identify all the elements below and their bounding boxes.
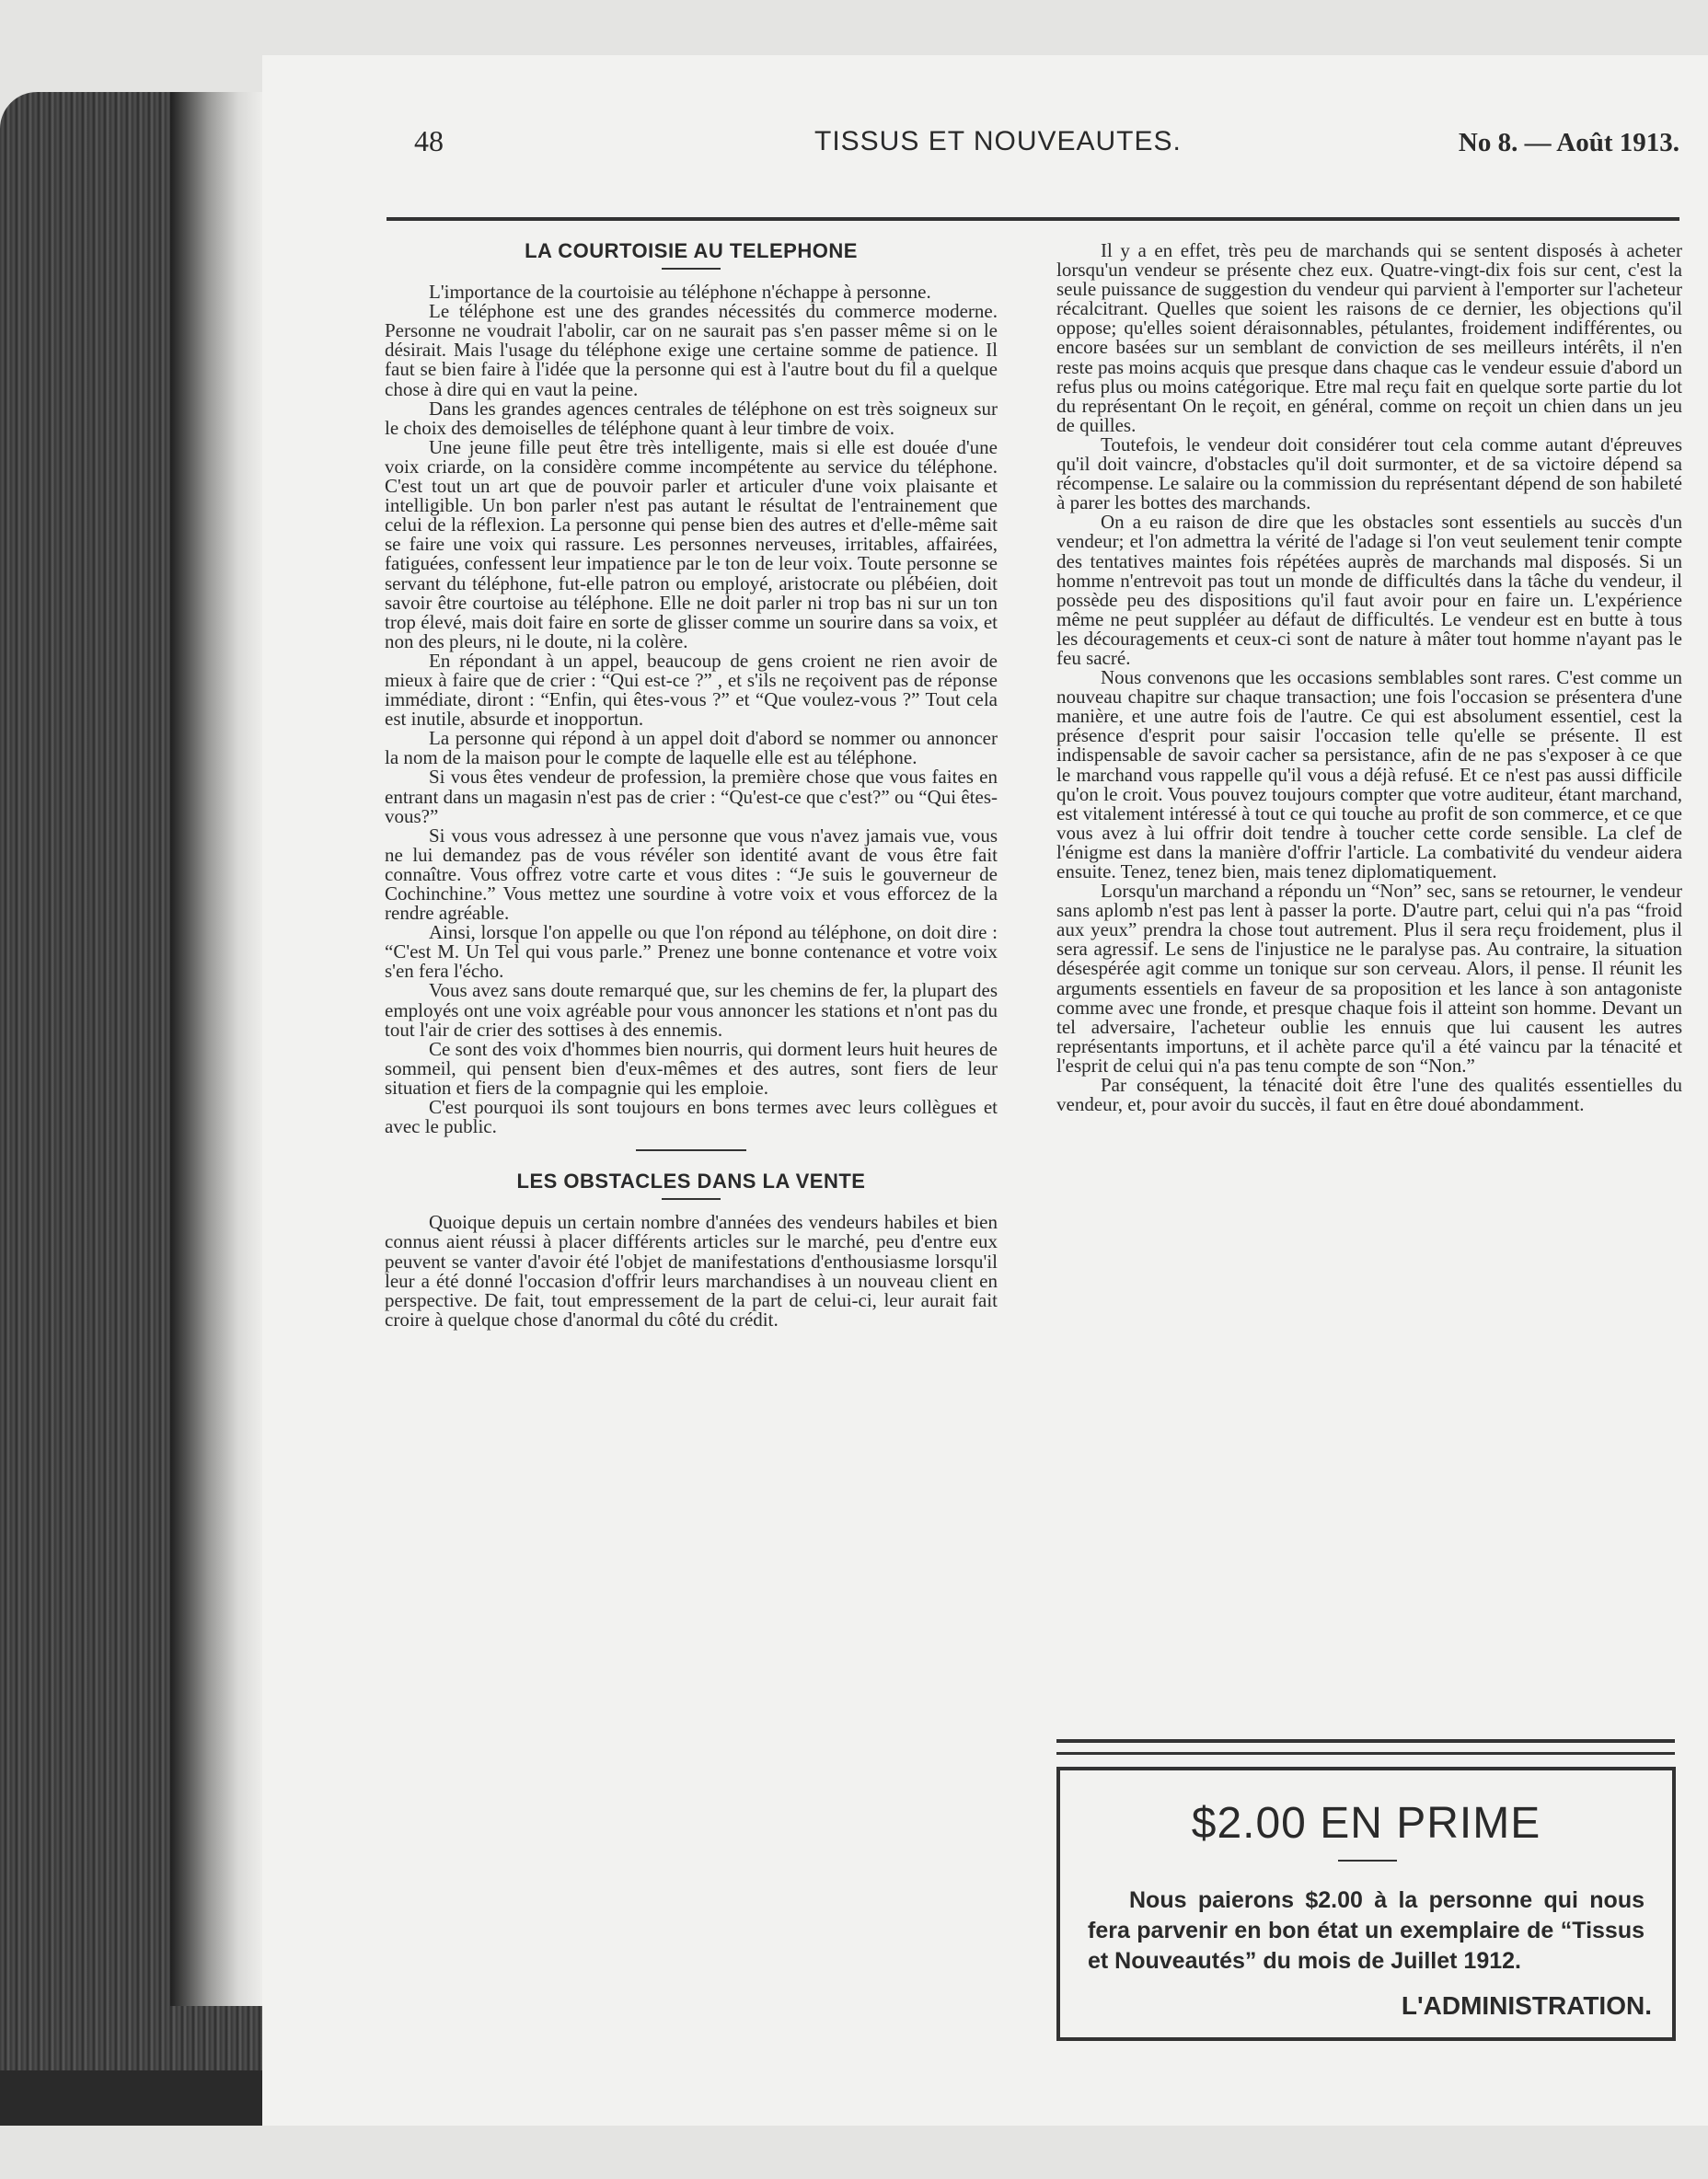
article1-title: LA COURTOISIE AU TELEPHONE xyxy=(525,239,858,262)
paragraph: Nous convenons que les occasions semblables sont rares. C'est comme un nouveau chapitre sur chaque transaction; une fois l'occasion se présentera d'une manière, et une autre fois de l'autre. Ce qui est absolument essentiel, cest la présence d'esprit pour saisir l'occasion telle qu'elle se présente. Il est indispensable de savoir cacher sa persistance, afin de ne pas s'exposer à ce que le marchand vous rappelle qu'il vous a déjà refusé. Et ce n'est pas aussi difficile qu'on le croit. Vous pouvez toujours compter que votre auditeur, étant marchand, est vitalement intéressé à tout ce qui touche au profit de son commerce, et ce que vous avez à lui offrir doit tendre à toucher cette corde sensible. La clef de l'énigme est dans la manière d'offrir l'article. La combativité du vendeur aidera ensuite. Tenez, tenez bien, mais tenez diplomatiquement. xyxy=(1056,666,1682,882)
book-spine-shadow xyxy=(170,92,267,2006)
header-rule xyxy=(387,217,1679,221)
notice-text xyxy=(1088,1885,1645,1977)
book-bottom-edge xyxy=(0,2070,276,2126)
paragraph: C'est pourquoi ils sont toujours en bons termes avec leurs collègues et avec le public. xyxy=(385,1096,998,1138)
prime-notice-box xyxy=(1056,1767,1676,2041)
paragraph: Ainsi, lorsque l'on appelle ou que l'on répond au téléphone, on doit dire : “C'est M. Un Tel qui vous parle.” Prenez une bonne contenance et votre voix s'en fera l'écho. xyxy=(385,921,998,983)
article2-body-left xyxy=(385,1213,998,1330)
notice-title: $2.00 EN PRIME xyxy=(1191,1799,1541,1848)
notice-signature: L'ADMINISTRATION. xyxy=(1401,1991,1652,2020)
left-column xyxy=(385,241,998,1330)
paragraph: La personne qui répond à un appel doit d'abord se nommer ou annoncer la nom de la maison pour le compte de laquelle elle est au téléphone. xyxy=(385,727,998,769)
paragraph: Dans les grandes agences centrales de téléphone on est très soigneux sur le choix des demoiselles de téléphone quant à leur timbre de voix. xyxy=(385,397,998,439)
right-column xyxy=(1056,241,1682,1114)
notice-rule xyxy=(1338,1860,1397,1862)
paragraph: Par conséquent, la ténacité doit être l'une des qualités essentielles du vendeur, et, pour avoir du succès, il faut en être doué abondamment. xyxy=(1056,1074,1682,1116)
magazine-title: TISSUS ET NOUVEAUTES. xyxy=(814,126,1182,156)
article2-body-right xyxy=(1056,241,1682,1114)
paragraph: Quoique depuis un certain nombre d'années des vendeurs habiles et bien connus aient réussi à placer différents articles sur le marché, peu d'entre eux peuvent se vanter d'avoir été l'objet de manifestations d'enthousiasme lorsqu'il leur a été donné l'occasion d'offrir leurs marchandises à un nouveau client en perspective. De fait, tout empressement de la part de celui-ci, leur aurait fait croire à quelque chose d'anormal du côté du crédit. xyxy=(385,1211,998,1331)
article1-body xyxy=(385,282,998,1136)
page-number: 48 xyxy=(414,124,444,157)
paragraph: Toutefois, le vendeur doit considérer tout cela comme autant d'épreuves qu'il doit vaincre, d'obstacles qu'il doit surmonter, et de sa victoire dépend sa récompense. Le salaire ou la commission du représentant dépend de son habileté à parer les bottes des marchands. xyxy=(1056,432,1682,514)
issue-label: No 8. — Août 1913. xyxy=(1458,128,1679,157)
paragraph: Une jeune fille peut être très intelligente, mais si elle est douée d'une voix criarde, on la considère comme incompétente au service du téléphone. C'est tout un art que de pouvoir parler et articuler d'une voix plaisante et intelligible. Un bon parler n'est pas autant le résultat de l'entrainement que celui de la réflexion. La personne qui pense bien des autres et d'elle-même sait se faire une voix qui rassure. Les personnes nerveuses, irritables, affairées, fatiguées, confessent leur impatience par le ton de leur voix. Toute personne se servant du téléphone, fut-elle patron ou employé, aristocrate ou plébéien, doit savoir être courtoise au téléphone. Elle ne doit parler ni trop bas ni sur un ton trop élevé, mais doit faire en sorte de glisser comme un sourire dans sa voix, et non des pleurs, ni le doute, ni la colère. xyxy=(385,435,998,652)
paragraph: Lorsqu'un marchand a répondu un “Non” sec, sans se retourner, le vendeur sans aplomb n'est pas lent à passer la porte. D'autre part, celui qui n'a pas “froid aux yeux” prendra la chose tout autrement. Plus il sera reçu froidement, plus il sera agressif. Le sens de l'injustice ne le paralyse pas. Au contraire, la situation désespérée agit comme un tonique sur son cerveau. Alors, il pense. Il réunit les arguments essentiels en faveur de sa proposition et les lance à son antagoniste comme avec une fronde, et presque chaque fois il atteint son homme. Devant un tel adversaire, l'acheteur oublie les ennuis que lui causent les autres représentants importuns, et il achète parce qu'il a été vaincu par la ténacité et l'esprit de celui qui n'a pas tenu compte de son “Non.” xyxy=(1056,880,1682,1077)
article-separator xyxy=(636,1149,746,1151)
paragraph: Ce sont des voix d'hommes bien nourris, qui dorment leurs huit heures de sommeil, qui pensent bien d'eux-mêmes et des autres, sont fiers de leur situation et fiers de la compagnie qui les emploie. xyxy=(385,1037,998,1099)
paragraph: L'importance de la courtoisie au téléphone n'échappe à personne. xyxy=(429,281,931,304)
paragraph: En répondant à un appel, beaucoup de gens croient ne rien avoir de mieux à faire que de crier : “Qui est-ce ?” , et s'ils ne reçoivent pas de réponse immédiate, diront : “Enfin, qui êtes-vous ?” et “Que voulez-vous ?” Tout cela est inutile, absurde et inopportun. xyxy=(385,649,998,731)
paragraph: Si vous êtes vendeur de profession, la première chose que vous faites en entrant dans un magasin n'est pas de crier : “Qu'est-ce que c'est?” ou “Qui êtes-vous?” xyxy=(385,766,998,827)
page-header xyxy=(382,124,1679,170)
notice-text-content: Nous paierons $2.00 à la personne qui nous fera parvenir en bon état un exemplaire de “Tissus et Nouveautés” du mois de Juillet 1912. xyxy=(1088,1887,1645,1974)
title-rule xyxy=(662,268,721,270)
title-rule xyxy=(662,1198,721,1200)
paragraph: Le téléphone est une des grandes nécessités du commerce moderne. Personne ne voudrait l'abolir, car on ne saurait pas s'en passer même si on le désirait. Mais l'usage du téléphone exige une certaine somme de patience. Il faut se bien faire à l'idée que la personne qui est à l'autre bout du fil a quelque chose à dire qui en vaut la peine. xyxy=(385,300,998,400)
paragraph: Vous avez sans doute remarqué que, sur les chemins de fer, la plupart des employés ont une voix agréable pour vous annoncer les stations et n'ont pas du tout l'air de crier des sottises à des ennemis. xyxy=(385,979,998,1041)
paragraph: Il y a en effet, très peu de marchands qui se sentent disposés à acheter lorsqu'un vendeur se présente chez eux. Quatre-vingt-dix fois sur cent, c'est la seule puissance de suggestion du vendeur qui parvient à l'emporter sur l'acheteur récalcitrant. Quelles que soient les raisons de ce dernier, les objections qu'il oppose; qu'elles soient déraisonnables, pétulantes, froidement indifférentes, ou encore basées sur un semblant de conviction de ses meilleurs intérêts, il n'en reste pas moins acquis que presque dans chaque cas le vendeur essuie d'abord un refus plus ou moins catégorique. Etre mal reçu fait en quelque sorte partie du lot du représentant On le reçoit, en général, comme on reçoit un chien dans un jeu de quilles. xyxy=(1056,239,1682,436)
paragraph: On a eu raison de dire que les obstacles sont essentiels au succès d'un vendeur; et l'on admettra la vérité de l'adage si l'on veut seulement tenir compte des tentatives maintes fois répétées auprès de marchands mal disposés. Si un homme n'entrevoit pas tout un monde de difficultés dans la tâche du vendeur, il possède peu des dispositions qu'il faut avoir pour en faire un. L'expérience même ne peut suppléer au défaut de difficultés. Le vendeur est en butte à tous les découragements et ceux-ci sont de nature à mâter tout homme n'ayant pas le feu sacré. xyxy=(1056,511,1682,669)
paragraph: Si vous vous adressez à une personne que vous n'avez jamais vue, vous ne lui demandez pas de vous révéler son identité avant de vous être fait connaître. Vous offrez votre carte et vous dites : “Je suis le gouverneur de Cochinchine.” Vous mettez une sourdine à votre voix et vous efforcez de la rendre agréable. xyxy=(385,824,998,925)
double-rule xyxy=(1056,1739,1675,1755)
article2-title: LES OBSTACLES DANS LA VENTE xyxy=(516,1170,866,1193)
